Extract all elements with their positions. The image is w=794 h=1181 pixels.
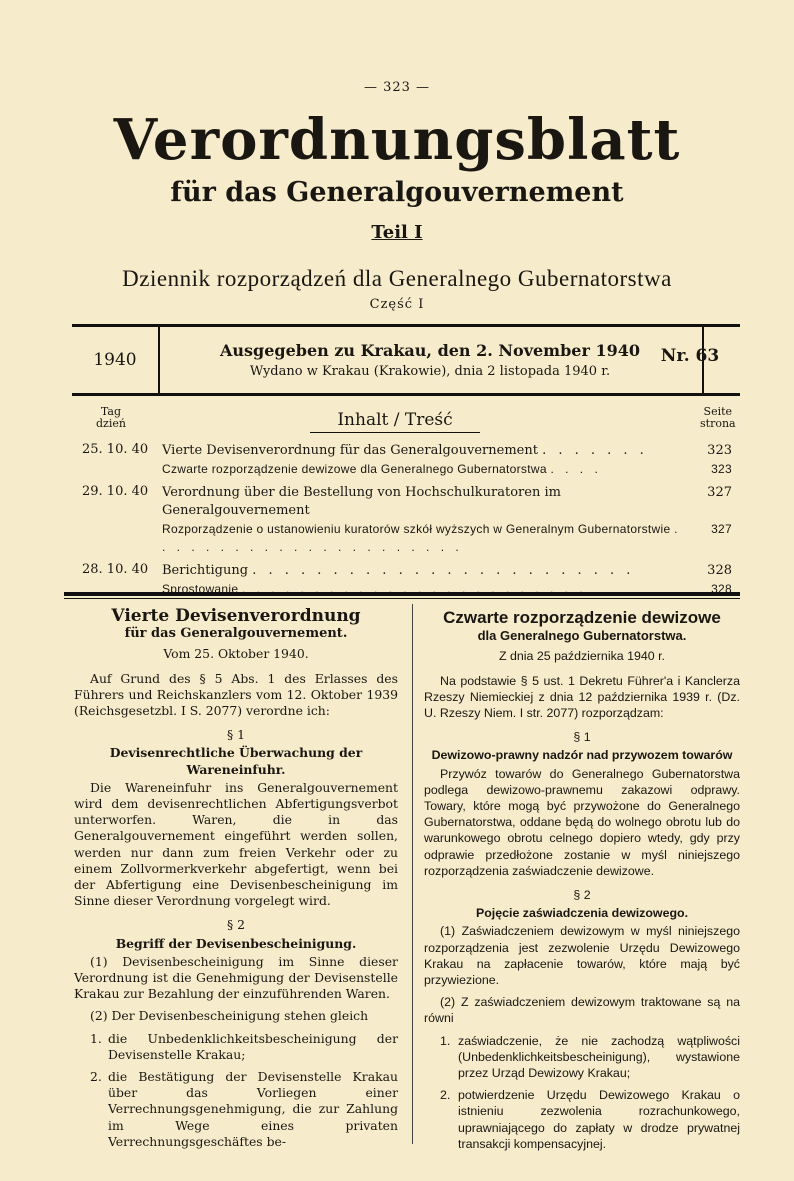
german-section-heading: Devisenrechtliche Überwachung der Wareneinfuhr.	[109, 745, 363, 777]
german-decree-subtitle: für das Generalgouvernement.	[124, 626, 348, 642]
german-column	[74, 608, 398, 1156]
polish-section-number: § 2	[573, 888, 591, 903]
polish-section-text: Przywóz towarów do Generalnego Gubernatorstwa podlega dewizowo-prawnemu zakazowi odprawy. Towary, które mogą być przywożone do Generalnego Gubernatorstwa, oddane będą do wolnego obrotu lub do warunkowego obrotu celnego dopiero wtedy, gdy przy odprawie przedłożone zostanie w myśl niniejszego rozporządzenia zaświadczenie dewizowe.	[424, 766, 740, 878]
toc-entry-date: 25. 10. 40	[82, 442, 149, 457]
toc-entry-polish-text: Czwarte rozporządzenie dewizowe dla Generalnego Gubernatorstwa	[162, 462, 547, 476]
list-item-text: die Unbedenklichkeitsbescheinigung der Devisenstelle Krakau;	[108, 1030, 398, 1062]
polish-list-item	[424, 1087, 740, 1152]
toc-title	[300, 410, 490, 433]
toc-date-heading-de: Tag	[100, 405, 122, 418]
toc-entry-page: 328	[711, 582, 732, 596]
toc-page-heading-de: Seite	[703, 405, 733, 418]
polish-section-heading: Pojęcie zaświadczenia dewizowego.	[475, 906, 689, 921]
section-divider-thick	[64, 592, 740, 596]
toc-entry-page: 327	[707, 485, 732, 500]
polish-paragraph: (1) Zaświadczeniem dewizowym w myśl niniejszego rozporządzenia jest zezwolenie Urzędu Dewizowego Krakau na zapłacenie towarów, które mają być przywiezione.	[424, 924, 740, 988]
dot-leader: . . . . . . . . . . . . . . . . . . . . . . . .	[252, 563, 635, 578]
gazette-subtitle: für das Generalgouvernement	[170, 177, 624, 208]
toc-date-heading-pl: dzień	[96, 417, 126, 430]
toc-entry-german-text: Vierte Devisenverordnung für das Generalgouvernement	[162, 443, 538, 458]
list-item-text: die Bestätigung der Devisenstelle Krakau über das Vorliegen einer Verrechnungsgenehmigung, die zur Zahlung im Wege eines privaten Verrechnungsgeschäftes be-	[108, 1069, 398, 1149]
list-item-text: potwierdzenie Urzędu Dewizowego Krakau o istnieniu zezwolenia rozrachunkowego, uprawniającego do zapłaty w drodze prywatnej transakcji kompensacyjnej.	[458, 1088, 740, 1151]
toc-entry	[82, 442, 732, 478]
toc-entry-date: 28. 10. 40	[82, 562, 149, 577]
toc-entry-page: 327	[711, 522, 732, 536]
section-divider-thin	[64, 598, 740, 599]
dot-leader: . . . . . . .	[542, 443, 648, 458]
toc-entry-polish-text: Sprostowanie	[162, 582, 239, 596]
german-section-text: Die Wareneinfuhr ins Generalgouvernement wird dem devisenrechtlichen Abfertigungsverbot unterworfen. Waren, die in das Generalgouvernement eingeführt werden sollen, werden nur dann zum freien Verkehr oder zu einem Zollvormerkverkehr abgefertigt, wenn bei der Abfertigung eine Devisenbescheinigung im Sinne dieser Verordnung vorgelegt wird.	[74, 779, 398, 909]
toc-entry-page: 323	[707, 443, 732, 458]
issue-number: Nr. 63	[660, 346, 720, 366]
german-list-item	[74, 1031, 398, 1063]
polish-title: Dziennik rozporządzeń dla Generalnego Gubernatorstwa	[122, 266, 672, 291]
toc-title-underline	[310, 432, 480, 433]
toc-entry-german-text: Berichtigung	[162, 563, 249, 578]
toc-entry-polish	[82, 520, 732, 556]
german-section-number: § 2	[226, 917, 246, 933]
polish-part-label: Część I	[369, 297, 425, 312]
toc-entry-polish	[82, 460, 732, 478]
german-section-heading: Begriff der Devisenbescheinigung.	[115, 935, 357, 951]
dot-leader: . . . . . . . . . . . . . . . . . . . . . . . .	[241, 582, 587, 596]
polish-decree-date: Z dnia 25 października 1940 r.	[498, 649, 665, 664]
toc-entry-page: 323	[711, 462, 732, 476]
toc-entry-page: 328	[707, 563, 732, 578]
list-number: 1.	[90, 1030, 102, 1046]
part-label: Teil I	[371, 222, 423, 243]
list-number: 2.	[440, 1088, 451, 1103]
polish-section-number: § 1	[573, 730, 591, 745]
table-of-contents	[82, 442, 732, 604]
toc-entry-german-text: Verordnung über die Bestellung von Hochschulkuratoren im Generalgouvernement	[162, 485, 561, 518]
toc-date-heading	[96, 406, 126, 430]
issue-date-german: Ausgegeben zu Krakau, den 2. November 1940	[219, 341, 641, 360]
polish-column	[424, 608, 740, 1158]
polish-decree-title: Czwarte rozporządzenie dewizowe	[443, 608, 721, 627]
german-paragraph: (2) Der Devisenbescheinigung stehen gleich	[90, 1008, 369, 1024]
polish-list-item	[424, 1033, 740, 1082]
german-list-item	[74, 1069, 398, 1150]
issue-year: 1940	[72, 327, 160, 393]
german-decree-date: Vom 25. Oktober 1940.	[163, 646, 309, 662]
toc-entry	[82, 484, 732, 556]
german-decree-title: Vierte Devisenverordnung	[111, 606, 361, 626]
toc-entry-polish-text: Rozporządzenie o ustanowieniu kuratorów szkół wyższych w Generalnym Gubernatorstwie	[162, 522, 671, 536]
dot-leader: . . . . . . . . . . . . . . . . . . . . . .	[162, 522, 682, 554]
toc-title-text: Inhalt / Treść	[337, 410, 453, 430]
toc-entry-date: 29. 10. 40	[82, 484, 149, 499]
list-number: 2.	[90, 1069, 102, 1085]
polish-paragraph: (2) Z zaświadczeniem dewizowym traktowane są na równi	[424, 995, 740, 1026]
list-item-text: zaświadczenie, że nie zachodzą wątpliwości (Unbedenklichkeitsbescheinigung), wystawione przez Urząd Dewizowy Krakau;	[458, 1033, 740, 1081]
polish-decree-subtitle: dla Generalnego Gubernatorstwa.	[477, 628, 687, 644]
toc-page-heading-pl: strona	[700, 417, 736, 430]
list-number: 1.	[440, 1033, 451, 1048]
polish-preamble: Na podstawie § 5 ust. 1 Dekretu Führer'a i Kanclerza Rzeszy Niemieckiej z dnia 12 października 1939 r. (Dz. U. Rzeszy Niem. I str. 2077) rozporządzam:	[424, 673, 740, 721]
column-divider	[412, 604, 413, 1144]
page-number: — 323 —	[363, 80, 431, 95]
dot-leader: . . . .	[550, 462, 602, 476]
issue-date-polish: Wydano w Krakau (Krakowie), dnia 2 listopada 1940 r.	[249, 364, 611, 379]
toc-entry-german	[82, 484, 732, 520]
polish-section-heading: Dewizowo-prawny nadzór nad przywozem towarów	[431, 748, 733, 763]
german-preamble: Auf Grund des § 5 Abs. 1 des Erlasses des Führers und Reichskanzlers vom 12. Oktober 1939 (Reichsgesetzbl. I S. 2077) verordne ich:	[74, 670, 398, 719]
toc-entry-german	[82, 442, 732, 460]
toc-page-heading	[700, 406, 736, 430]
german-section-number: § 1	[226, 727, 246, 743]
gazette-title: Verordnungsblatt	[113, 107, 681, 173]
german-paragraph: (1) Devisenbescheinigung im Sinne dieser Verordnung ist die Genehmigung der Devisenstelle Krakau zur Bezahlung der einzuführenden Waren.	[74, 953, 398, 1002]
issue-date-cell	[158, 327, 704, 393]
toc-entry-german	[82, 562, 732, 580]
